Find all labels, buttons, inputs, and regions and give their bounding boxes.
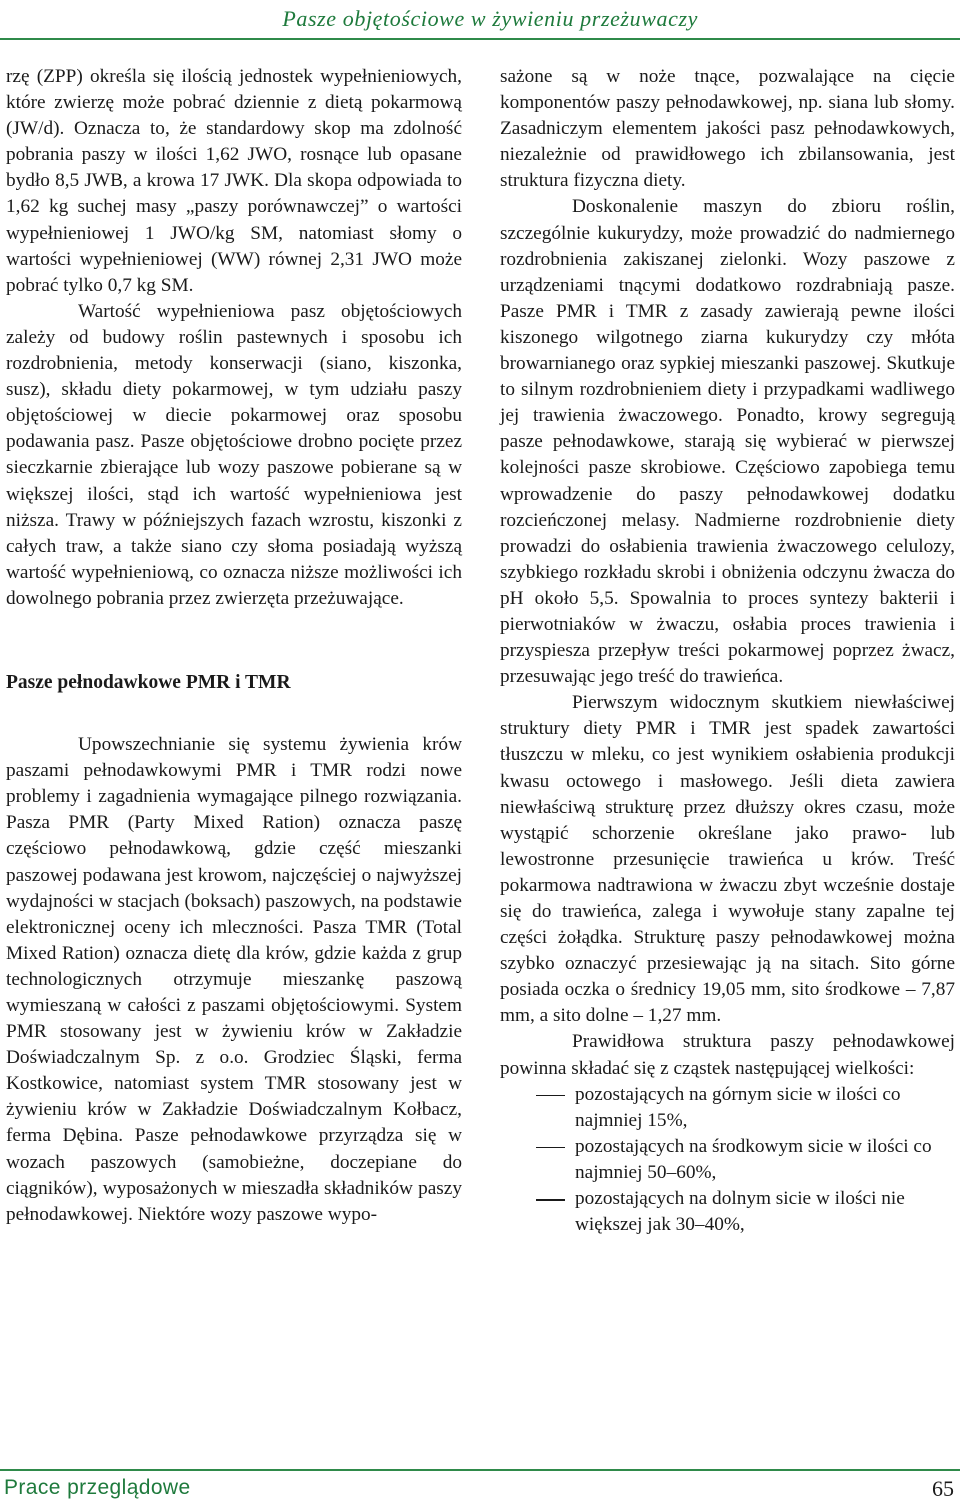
paragraph: Pierwszym widocznym skutkiem niewłaściwej struktury diety PMR i TMR jest spadek zawartości tłuszczu w mleku, co jest wynikiem osłabienia produkcji kwasu octowego i masłowego. Jeśli dieta zawiera niewłaściwą strukturę przez dłuższy okres czasu, może wystąpić schorzenie określane jako prawo- lub lewostronne przesunięcie trawieńca u krów. Treść pokarmowa nadtrawiona w żwaczu zbyt wcześnie dostaje się do trawieńca, zalega i wywołuje stany zapalne tej części żołądka. Strukturę paszy pełnodawkowej można szybko oznaczyć przesiewając ją na sitach. Sito górne posiada oczka o średnicy 19,05 mm, sito środkowe – 7,87 mm, a sito dolne – 1,27 mm. <box>500 692 955 1027</box>
dash-bullet-icon <box>536 1199 565 1201</box>
paragraph: Upowszechnianie się systemu żywienia krów paszami pełnodawkowymi PMR i TMR rodzi nowe problemy i zagadnienia wymagające pilnego rozwiązania. Pasza PMR (Party Mixed Ration) oznacza paszę częściowo pełnodawkową, gdzie część mieszanki paszowej podawana jest krowom, najczęściej o najwyższej wydajności w stacjach (boksach) paszowych, na podstawie elektronicznej oceny ich mleczności. Pasza TMR (Total Mixed Ration) oznacza dietę dla krów, gdzie każda z grup technologicznych otrzymuje mieszankę paszową wymieszaną w całości z paszami objętościowymi. System PMR stosowany jest w żywieniu krów w Zakładzie Doświadczalnym Sp. z o.o. Grodziec Śląski, ferma Kostkowice, natomiast system TMR stosowany jest w żywieniu krów w Zakładzie Doświadczalnym Kołbacz, ferma Dębina. Pasze pełnodawkowe przyrządza się w wozach paszowych (samobieżne, doczepiane do ciągników), wyposażonych w mieszadła składników paszy pełnodawkowej. Niektóre wozy paszowe wypo- <box>6 734 462 1225</box>
section-label: Prace przeglądowe <box>4 1476 191 1499</box>
paragraph: sażone są w noże tnące, pozwalające na cięcie komponentów paszy pełnodawkowej, np. siana lub słomy. Zasadniczym elementem jakości pasz pełnodawkowych, niezależnie od prawidłowego ich zbilansowania, jest struktura fizyczna diety. <box>500 66 955 192</box>
paragraph: Doskonalenie maszyn do zbioru roślin, szczególnie kukurydzy, może prowadzić do nadmiernego rozdrobnienia zakiszanej zielonki. Wozy paszowe z urządzeniami tnącymi dodatkowo rozdrabniają pasze. Pasze PMR i TMR z zasady zawierają pewne ilości kiszonego wilgotnego ziarna kukurydzy czy młóta browarnianego oraz sypkiej mieszanki paszowej. Skutkuje to silnym rozdrobnieniem diety i przypadkami wadliwego jej trawienia żwaczowego. Ponadto, krowy segregują pasze pełnodawkowe, starają się wybierać w pierwszej kolejności pasze skrobiowe. Częściowo zapobiega temu wprowadzenie do paszy pełnodawkowej dodatku rozcieńczonej melasy. Nadmierne rozdrobnienie diety prowadzi do osłabienia trawienia żwaczowego celulozy, szybkiego rozkładu skrobi i obniżenia odczynu żwacza do pH około 5,5. Spowalnia to proces syntezy bakterii i pierwotniaków w żwaczu, osłabia proces trawienia i przyspiesza przepływ treści pokarmowej poprzez żwacz, przesuwając jego treść do trawieńca. <box>500 196 955 688</box>
list-item-text: pozostających na dolnym sicie w ilości nie większej jak 30–40%, <box>575 1188 905 1236</box>
list-item-text: pozostających na górnym sicie w ilości co najmniej 15%, <box>575 1083 901 1131</box>
sieve-fraction-list <box>500 1082 955 1239</box>
paragraph: Prawidłowa struktura paszy pełnodawkowej powinna składać się z cząstek następującej wielkości: <box>500 1031 955 1079</box>
left-column <box>6 64 462 1228</box>
footer-rule <box>0 1469 960 1471</box>
page-number: 65 <box>932 1476 954 1501</box>
list-item-text: pozostających na środkowym sicie w ilości co najmniej 50–60%, <box>575 1135 932 1183</box>
right-column <box>500 64 955 1238</box>
dash-bullet-icon <box>536 1147 565 1149</box>
section-heading: Pasze pełnodawkowe PMR i TMR <box>6 671 291 693</box>
paragraph: Wartość wypełnieniowa pasz objętościowych zależy od budowy roślin pastewnych i sposobu ich rozdrobnienia, metody konserwacji (siano, kiszonka, susz), składu diety pokarmowej, w tym udziału paszy objętościowej w diecie pokarmowej oraz sposobu podawania pasz. Pasze objętościowe drobno pocięte przez sieczkarnie zbierające lub wozy paszowe pobierane są w większej ilości, stąd ich wartość wypełnieniowa jest niższa. Trawy w późniejszych fazach wzrostu, kiszonki z całych traw, a także siano czy słoma posiadają wyższą wartość wypełnieniową, co oznacza niższe możliwości ich dowolnego pobrania przez zwierzęta przeżuwające. <box>6 300 462 609</box>
list-item <box>500 1134 955 1186</box>
header-rule <box>0 38 960 40</box>
list-item <box>500 1082 955 1134</box>
running-title: Pasze objętościowe w żywieniu przeżuwaczy <box>282 6 698 31</box>
paragraph: rzę (ZPP) określa się ilością jednostek wypełnieniowych, które zwierzę może pobrać dziennie z dietą pokarmową (JW/d). Oznacza to, że standardowy skop ma zdolność pobrania paszy w ilości 1,62 JWO, rosnące lub opasane bydło 8,5 JWB, a krowa 17 JWK. Dla skopa odpowiada to 1,62 kg suchej masy „paszy porównawczej” o wartości wypełnieniowej 1 JWO/kg SM, natomiast słomy o wartości wypełnieniowej (WW) równej 2,31 JWO może pobrać tylko 0,7 kg SM. <box>6 66 462 296</box>
list-item <box>500 1186 955 1238</box>
dash-bullet-icon <box>536 1095 565 1097</box>
